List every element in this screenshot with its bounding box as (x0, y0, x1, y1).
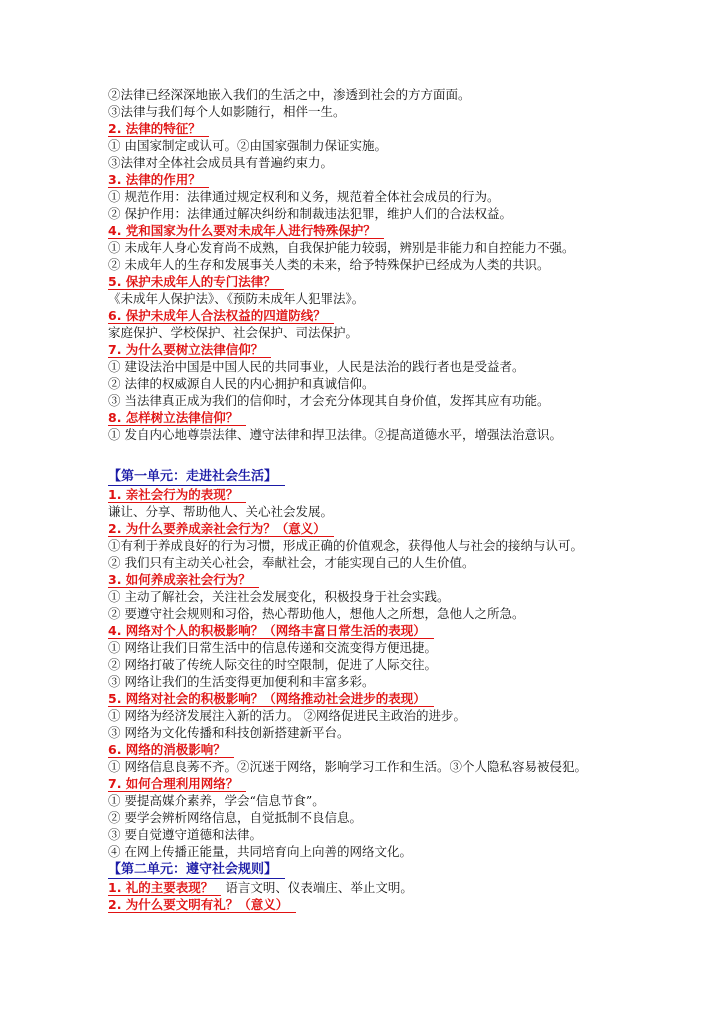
answer-line: 《未成年人保护法》、《预防未成年人犯罪法》。 (108, 291, 365, 306)
unit-heading-text: 【第二单元：遵守社会规则】 (108, 862, 285, 879)
answer-text: 语言文明、仪表端庄、举止文明。 (225, 880, 413, 895)
answer-line: ③法律对全体社会成员具有普遍约束力。 (108, 155, 334, 170)
answer-line: ③ 要自觉遵守道德和法律。 (108, 827, 262, 842)
answer-line: ② 要学会辨析网络信息，自觉抵制不良信息。 (108, 810, 362, 825)
question-heading (108, 520, 618, 537)
question-text: 1. 亲社会行为的表现？ (108, 487, 246, 503)
answer-line: ①有利于养成良好的行为习惯，形成正确的价值观念，获得他人与社会的接纳与认可。 (108, 538, 584, 553)
question-heading (108, 622, 618, 639)
question-heading (108, 222, 618, 239)
answer-line: ③ 当法律真正成为我们的信仰时，才会充分体现其自身价值，发挥其应有功能。 (108, 393, 550, 408)
question-text: 4. 党和国家为什么要对未成年人进行特殊保护？ (108, 223, 384, 239)
answer-line: ① 建设法治中国是中国人民的共同事业，人民是法治的践行者也是受益者。 (108, 359, 525, 374)
answer-line: ② 未成年人的生存和发展事关人类的未来，给予特殊保护已经成为人类的共识。 (108, 257, 550, 272)
answer-line: ② 要遵守社会规则和习俗，热心帮助他人，想他人之所想，急他人之所急。 (108, 606, 525, 621)
answer-line: ④ 在网上传播正能量，共同培育向上向善的网络文化。 (108, 844, 412, 859)
question-heading (108, 341, 618, 358)
answer-line: ① 由国家制定或认可。②由国家强制力保证实施。 (108, 138, 387, 153)
question-text: 5. 保护未成年人的专门法律？ (108, 274, 284, 290)
answer-line: ① 未成年人身心发育尚不成熟，自我保护能力较弱，辨别是非能力和自控能力不强。 (108, 240, 575, 255)
question-text: 2. 法律的特征？ (108, 121, 209, 137)
section-spacer (108, 443, 618, 467)
answer-line: ① 网络信息良莠不齐。②沉迷于网络，影响学习工作和生活。③个人隐私容易被侵犯。 (108, 759, 587, 774)
answer-line: ② 我们只有主动关心社会，奉献社会，才能实现自己的人生价值。 (108, 555, 475, 570)
answer-line: ① 主动了解社会，关注社会发展变化，积极投身于社会实践。 (108, 589, 450, 604)
question-heading (108, 120, 618, 137)
question-text: 5. 网络对社会的积极影响？（网络推动社会进步的表现） (108, 691, 434, 707)
answer-line: ② 保护作用：法律通过解决纠纷和制裁违法犯罪，维护人们的合法权益。 (108, 206, 512, 221)
answer-line: ③ 网络为文化传播和科技创新搭建新平台。 (108, 725, 350, 740)
unit-heading-text: 【第一单元：走进社会生活】 (108, 469, 285, 486)
answer-line: ① 规范作用：法律通过规定权利和义务，规范着全体社会成员的行为。 (108, 189, 500, 204)
answer-line: 谦让、分享、帮助他人、关心社会发展。 (108, 504, 334, 519)
question-heading (108, 896, 618, 913)
question-heading (108, 879, 618, 896)
answer-line: ① 要提高媒介素养，学会“信息节食”。 (108, 793, 325, 808)
question-text: 6. 网络的消极影响？ (108, 742, 234, 758)
question-heading (108, 775, 618, 792)
answer-line: ① 网络为经济发展注入新的活力。 ②网络促进民主政治的进步。 (108, 708, 466, 723)
question-heading (108, 486, 618, 503)
question-text: 2. 为什么要养成亲社会行为？（意义） (108, 521, 334, 537)
unit-heading (108, 467, 618, 486)
answer-line: ② 网络打破了传统人际交往的时空限制，促进了人际交往。 (108, 657, 437, 672)
answer-line: 家庭保护、学校保护、社会保护、司法保护。 (108, 325, 359, 340)
answer-line: ③法律与我们每个人如影随行，相伴一生。 (108, 104, 346, 119)
unit-heading (108, 860, 618, 879)
question-text: 3. 法律的作用？ (108, 172, 209, 188)
question-text: 1. 礼的主要表现？ (108, 880, 221, 896)
question-text: 6. 保护未成年人合法权益的四道防线？ (108, 308, 334, 324)
question-heading (108, 171, 618, 188)
question-heading (108, 307, 618, 324)
question-heading (108, 741, 618, 758)
question-text: 2. 为什么要文明有礼？（意义） (108, 897, 296, 913)
question-heading (108, 571, 618, 588)
question-text: 4. 网络对个人的积极影响？（网络丰富日常生活的表现） (108, 623, 434, 639)
answer-line: ① 网络让我们日常生活中的信息传递和交流变得方便迅捷。 (108, 640, 437, 655)
answer-line: ③ 网络让我们的生活变得更加便利和丰富多彩。 (108, 674, 375, 689)
question-text: 3. 如何养成亲社会行为？ (108, 572, 259, 588)
document-page (108, 86, 618, 913)
question-heading (108, 690, 618, 707)
question-text: 7. 为什么要树立法律信仰？ (108, 342, 271, 358)
answer-line: ②法律已经深深地嵌入我们的生活之中，渗透到社会的方方面面。 (108, 87, 471, 102)
question-text: 7. 如何合理利用网络？ (108, 776, 246, 792)
answer-line: ② 法律的权威源自人民的内心拥护和真诚信仰。 (108, 376, 375, 391)
answer-line: ① 发自内心地尊崇法律、遵守法律和捍卫法律。②提高道德水平，增强法治意识。 (108, 427, 562, 442)
question-heading (108, 409, 618, 426)
question-heading (108, 273, 618, 290)
question-text: 8. 怎样树立法律信仰？ (108, 410, 246, 426)
